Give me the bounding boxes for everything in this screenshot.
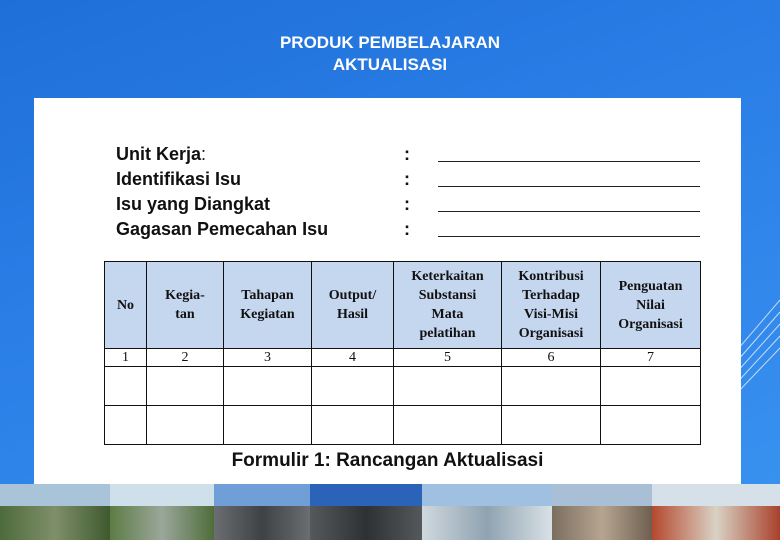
- header-label: Kegia- tan: [165, 288, 205, 322]
- header-kegiatan: [147, 262, 224, 349]
- table-cell: 5: [394, 349, 502, 367]
- table-cell: [224, 367, 312, 406]
- table-cell: [224, 406, 312, 445]
- field-colon: :: [404, 169, 410, 189]
- table-cell: [312, 367, 394, 406]
- table-cell: 7: [601, 349, 701, 367]
- field-blank-line: [438, 186, 700, 187]
- table-cell: [105, 406, 147, 445]
- field-unit-kerja: [116, 142, 716, 167]
- water-treatment-photo: [422, 484, 552, 540]
- table-cell: 2: [147, 349, 224, 367]
- header-tahapan-kegiatan: [224, 262, 312, 349]
- slide-title-line2: AKTUALISASI: [332, 55, 448, 74]
- table-cell: 3: [224, 349, 312, 367]
- table-cell: 1: [105, 349, 147, 367]
- table-cell: [394, 406, 502, 445]
- form-caption: Formulir 1: Rancangan Aktualisasi: [231, 450, 544, 471]
- table-cell: [601, 406, 701, 445]
- header-label: Kontribusi Terhadap Visi-Misi Organisasi: [518, 269, 584, 341]
- building-photo: [552, 484, 652, 540]
- form-fields: [116, 142, 716, 242]
- field-label-suffix: :: [201, 144, 207, 164]
- table-header-row: [105, 262, 701, 349]
- field-identifikasi-isu: [116, 167, 716, 192]
- table-cell: [601, 367, 701, 406]
- field-blank-line: [438, 236, 700, 237]
- road-photo: [214, 484, 310, 540]
- field-isu-diangkat: [116, 192, 716, 217]
- header-penguatan-nilai: [601, 262, 701, 349]
- table-cell: [394, 367, 502, 406]
- field-label: Identifikasi Isu: [116, 169, 242, 189]
- highway-photo: [310, 484, 422, 540]
- header-no: [105, 262, 147, 349]
- header-label: No: [116, 297, 135, 313]
- header-label: Penguatan Nilai Organisasi: [618, 278, 683, 332]
- header-output-hasil: [312, 262, 394, 349]
- table-cell: [312, 406, 394, 445]
- table-cell: 6: [502, 349, 601, 367]
- slide-title: [0, 32, 780, 76]
- table-cell: [147, 367, 224, 406]
- table-cell: [502, 367, 601, 406]
- slide-title-line1: PRODUK PEMBELAJARAN: [279, 33, 501, 52]
- table-cell: [105, 367, 147, 406]
- field-label: Isu yang Diangkat: [116, 194, 271, 214]
- field-blank-line: [438, 161, 700, 162]
- table-row: [105, 367, 701, 406]
- table-cell: [502, 406, 601, 445]
- field-label: Gagasan Pemecahan Isu: [116, 219, 329, 239]
- header-label: Tahapan Kegiatan: [240, 288, 295, 322]
- photo-strip: [0, 484, 780, 540]
- header-label: Output/ Hasil: [328, 288, 377, 322]
- irrigation-photo: [0, 484, 110, 540]
- field-colon: :: [404, 144, 410, 164]
- table-number-row: [105, 349, 701, 367]
- aktualisasi-table: [104, 261, 701, 445]
- header-label: Keterkaitan Substansi Mata pelatihan: [411, 269, 484, 341]
- header-keterkaitan-substansi: [394, 262, 502, 349]
- field-gagasan-pemecahan: [116, 217, 716, 242]
- table-row: [105, 406, 701, 445]
- field-colon: :: [404, 219, 410, 239]
- field-colon: :: [404, 194, 410, 214]
- table-cell: 4: [312, 349, 394, 367]
- field-blank-line: [438, 211, 700, 212]
- canal-photo: [110, 484, 214, 540]
- housing-photo: [652, 484, 780, 540]
- table-cell: [147, 406, 224, 445]
- document-page: [34, 98, 741, 484]
- header-kontribusi-visi-misi: [502, 262, 601, 349]
- field-label: Unit Kerja: [116, 144, 202, 164]
